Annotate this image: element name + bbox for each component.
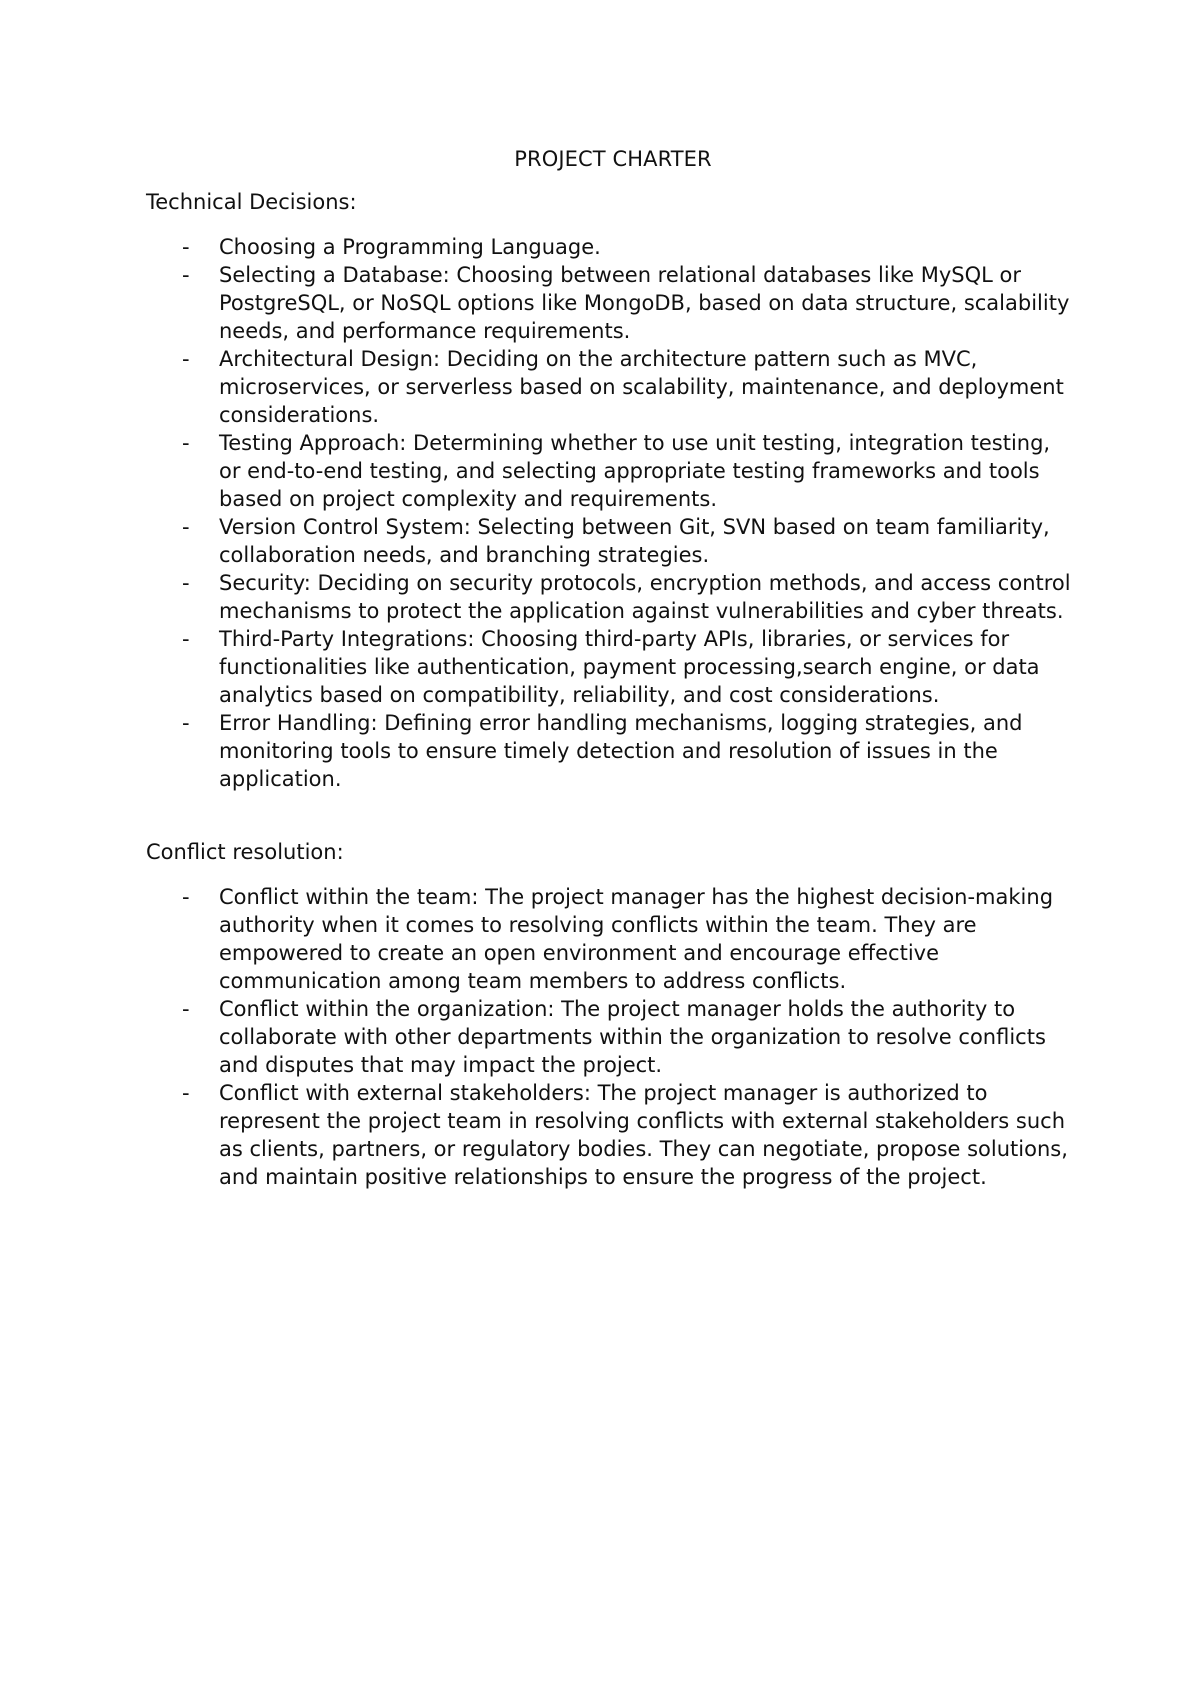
list-item-text: Conflict within the organization: The project manager holds the authority to collaborate with other departments within the organization to resolve conflicts and disputes that may impact the project. xyxy=(219,997,1046,1077)
document-title: PROJECT CHARTER xyxy=(514,147,712,171)
list-item xyxy=(146,883,1076,995)
list-item xyxy=(146,995,1076,1079)
list-item-text: Selecting a Database: Choosing between relational databases like MySQL or PostgreSQL, or NoSQL options like MongoDB, based on data structure, scalability needs, and performance requirements. xyxy=(219,263,1070,343)
bullet-dash: - xyxy=(182,997,190,1021)
list-item-text: Security: Deciding on security protocols, encryption methods, and access control mechanisms to protect the application against vulnerabilities and cyber threats. xyxy=(219,571,1071,623)
bullet-dash: - xyxy=(182,235,190,259)
list-item xyxy=(146,429,1076,513)
list-item xyxy=(146,345,1076,429)
list-item-text: Testing Approach: Determining whether to use unit testing, integration testing, or end-to-end testing, and selecting appropriate testing frameworks and tools based on project complexity and requirements. xyxy=(219,431,1051,511)
bullet-dash: - xyxy=(182,711,190,735)
list-item xyxy=(146,709,1076,793)
list-item xyxy=(146,513,1076,569)
technical-decisions-section xyxy=(146,188,1076,793)
technical-decisions-list xyxy=(146,233,1076,793)
bullet-dash: - xyxy=(182,263,190,287)
list-item-text: Conflict with external stakeholders: The project manager is authorized to represent the project team in resolving conflicts with external stakeholders such as clients, partners, or regulatory bodies. They can negotiate, propose solutions, and maintain positive relationships to ensure the progress of the project. xyxy=(219,1081,1068,1189)
bullet-dash: - xyxy=(182,431,190,455)
list-item xyxy=(146,233,1076,261)
section-heading-conflict: Conflict resolution: xyxy=(146,840,344,864)
list-item xyxy=(146,261,1076,345)
conflict-resolution-list xyxy=(146,883,1076,1191)
bullet-dash: - xyxy=(182,885,190,909)
list-item xyxy=(146,625,1076,709)
bullet-dash: - xyxy=(182,515,190,539)
list-item xyxy=(146,569,1076,625)
section-heading-technical: Technical Decisions: xyxy=(146,190,357,214)
conflict-resolution-section xyxy=(146,838,1076,1191)
list-item-text: Choosing a Programming Language. xyxy=(219,235,601,259)
list-item-text: Version Control System: Selecting between Git, SVN based on team familiarity, collaboration needs, and branching strategies. xyxy=(219,515,1050,567)
bullet-dash: - xyxy=(182,1081,190,1105)
list-item-text: Conflict within the team: The project manager has the highest decision-making authority when it comes to resolving conflicts within the team. They are empowered to create an open environment and encourage effective communication among team members to address conflicts. xyxy=(219,885,1054,993)
bullet-dash: - xyxy=(182,571,190,595)
bullet-dash: - xyxy=(182,347,190,371)
list-item-text: Third-Party Integrations: Choosing third-party APIs, libraries, or services for functionalities like authentication, payment processing,search engine, or data analytics based on compatibility, reliability, and cost considerations. xyxy=(219,627,1040,707)
list-item-text: Architectural Design: Deciding on the architecture pattern such as MVC, microservices, or serverless based on scalability, maintenance, and deployment considerations. xyxy=(219,347,1064,427)
list-item xyxy=(146,1079,1076,1191)
list-item-text: Error Handling: Defining error handling mechanisms, logging strategies, and monitoring tools to ensure timely detection and resolution of issues in the application. xyxy=(219,711,1023,791)
bullet-dash: - xyxy=(182,627,190,651)
